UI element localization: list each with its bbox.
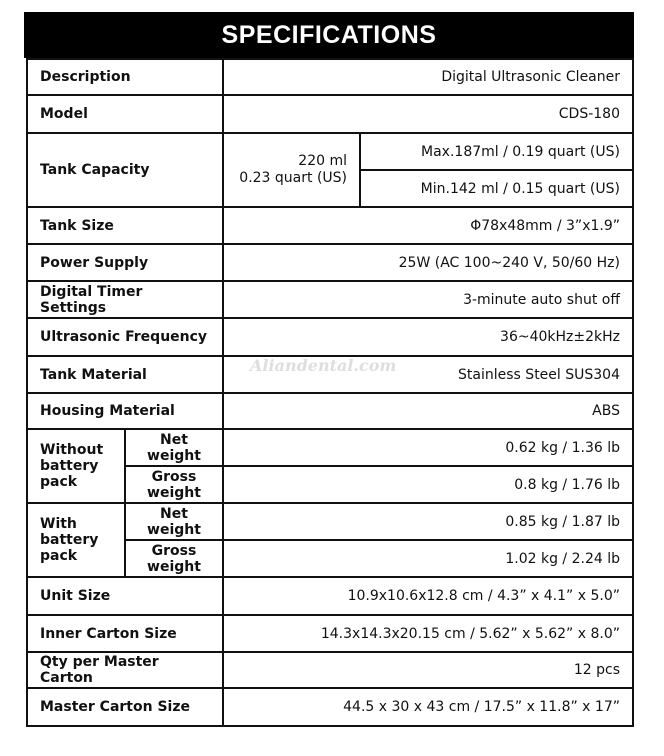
table-row (27, 281, 633, 318)
table-row (27, 318, 633, 356)
tank-material-value: Stainless Steel SUS304 (223, 356, 633, 393)
with-battery-gross-value: 1.02 kg / 2.24 lb (223, 540, 633, 577)
table-row (27, 59, 633, 95)
description-label: Description (27, 59, 223, 95)
table-row (27, 95, 633, 133)
spec-table (26, 58, 634, 727)
table-row (27, 429, 633, 466)
tank-size-label: Tank Size (27, 207, 223, 244)
with-battery-net-label: Net weight (125, 503, 223, 540)
unit-size-value: 10.9x10.6x12.8 cm / 4.3” x 4.1” x 5.0” (223, 577, 633, 615)
frequency-label: Ultrasonic Frequency (27, 318, 223, 356)
power-supply-label: Power Supply (27, 244, 223, 281)
timer-label: Digital Timer Settings (27, 281, 223, 318)
timer-value: 3-minute auto shut off (223, 281, 633, 318)
description-value: Digital Ultrasonic Cleaner (223, 59, 633, 95)
tank-material-label: Tank Material (27, 356, 223, 393)
table-row (27, 207, 633, 244)
watermark: Aliandental.com (250, 356, 397, 375)
housing-material-label: Housing Material (27, 393, 223, 429)
table-row (27, 577, 633, 615)
page-title: SPECIFICATIONS (24, 12, 634, 58)
without-battery-gross-label: Gross weight (125, 466, 223, 503)
inner-carton-value: 14.3x14.3x20.15 cm / 5.62” x 5.62” x 8.0” (223, 615, 633, 652)
with-battery-label: With battery pack (27, 503, 125, 577)
master-carton-label: Master Carton Size (27, 688, 223, 726)
table-row (27, 615, 633, 652)
master-carton-value: 44.5 x 30 x 43 cm / 17.5” x 11.8” x 17” (223, 688, 633, 726)
with-battery-gross-label: Gross weight (125, 540, 223, 577)
table-row (27, 688, 633, 726)
tank-size-value: Φ78x48mm / 3”x1.9” (223, 207, 633, 244)
frequency-value: 36~40kHz±2kHz (223, 318, 633, 356)
tank-capacity-total (223, 133, 360, 207)
unit-size-label: Unit Size (27, 577, 223, 615)
tank-capacity-label: Tank Capacity (27, 133, 223, 207)
tank-capacity-min: Min.142 ml / 0.15 quart (US) (360, 170, 633, 207)
table-row (27, 503, 633, 540)
table-row (27, 133, 633, 170)
qty-master-value: 12 pcs (223, 652, 633, 688)
model-value: CDS-180 (223, 95, 633, 133)
with-battery-net-value: 0.85 kg / 1.87 lb (223, 503, 633, 540)
table-row (27, 244, 633, 281)
without-battery-label: Without battery pack (27, 429, 125, 503)
table-row (27, 393, 633, 429)
tank-capacity-quart: 0.23 quart (US) (239, 170, 347, 186)
power-supply-value: 25W (AC 100~240 V, 50/60 Hz) (223, 244, 633, 281)
without-battery-net-label: Net weight (125, 429, 223, 466)
tank-capacity-ml: 220 ml (298, 153, 347, 169)
without-battery-net-value: 0.62 kg / 1.36 lb (223, 429, 633, 466)
housing-material-value: ABS (223, 393, 633, 429)
qty-master-label: Qty per Master Carton (27, 652, 223, 688)
tank-capacity-max: Max.187ml / 0.19 quart (US) (360, 133, 633, 170)
table-row (27, 356, 633, 393)
without-battery-gross-value: 0.8 kg / 1.76 lb (223, 466, 633, 503)
inner-carton-label: Inner Carton Size (27, 615, 223, 652)
model-label: Model (27, 95, 223, 133)
table-row (27, 652, 633, 688)
